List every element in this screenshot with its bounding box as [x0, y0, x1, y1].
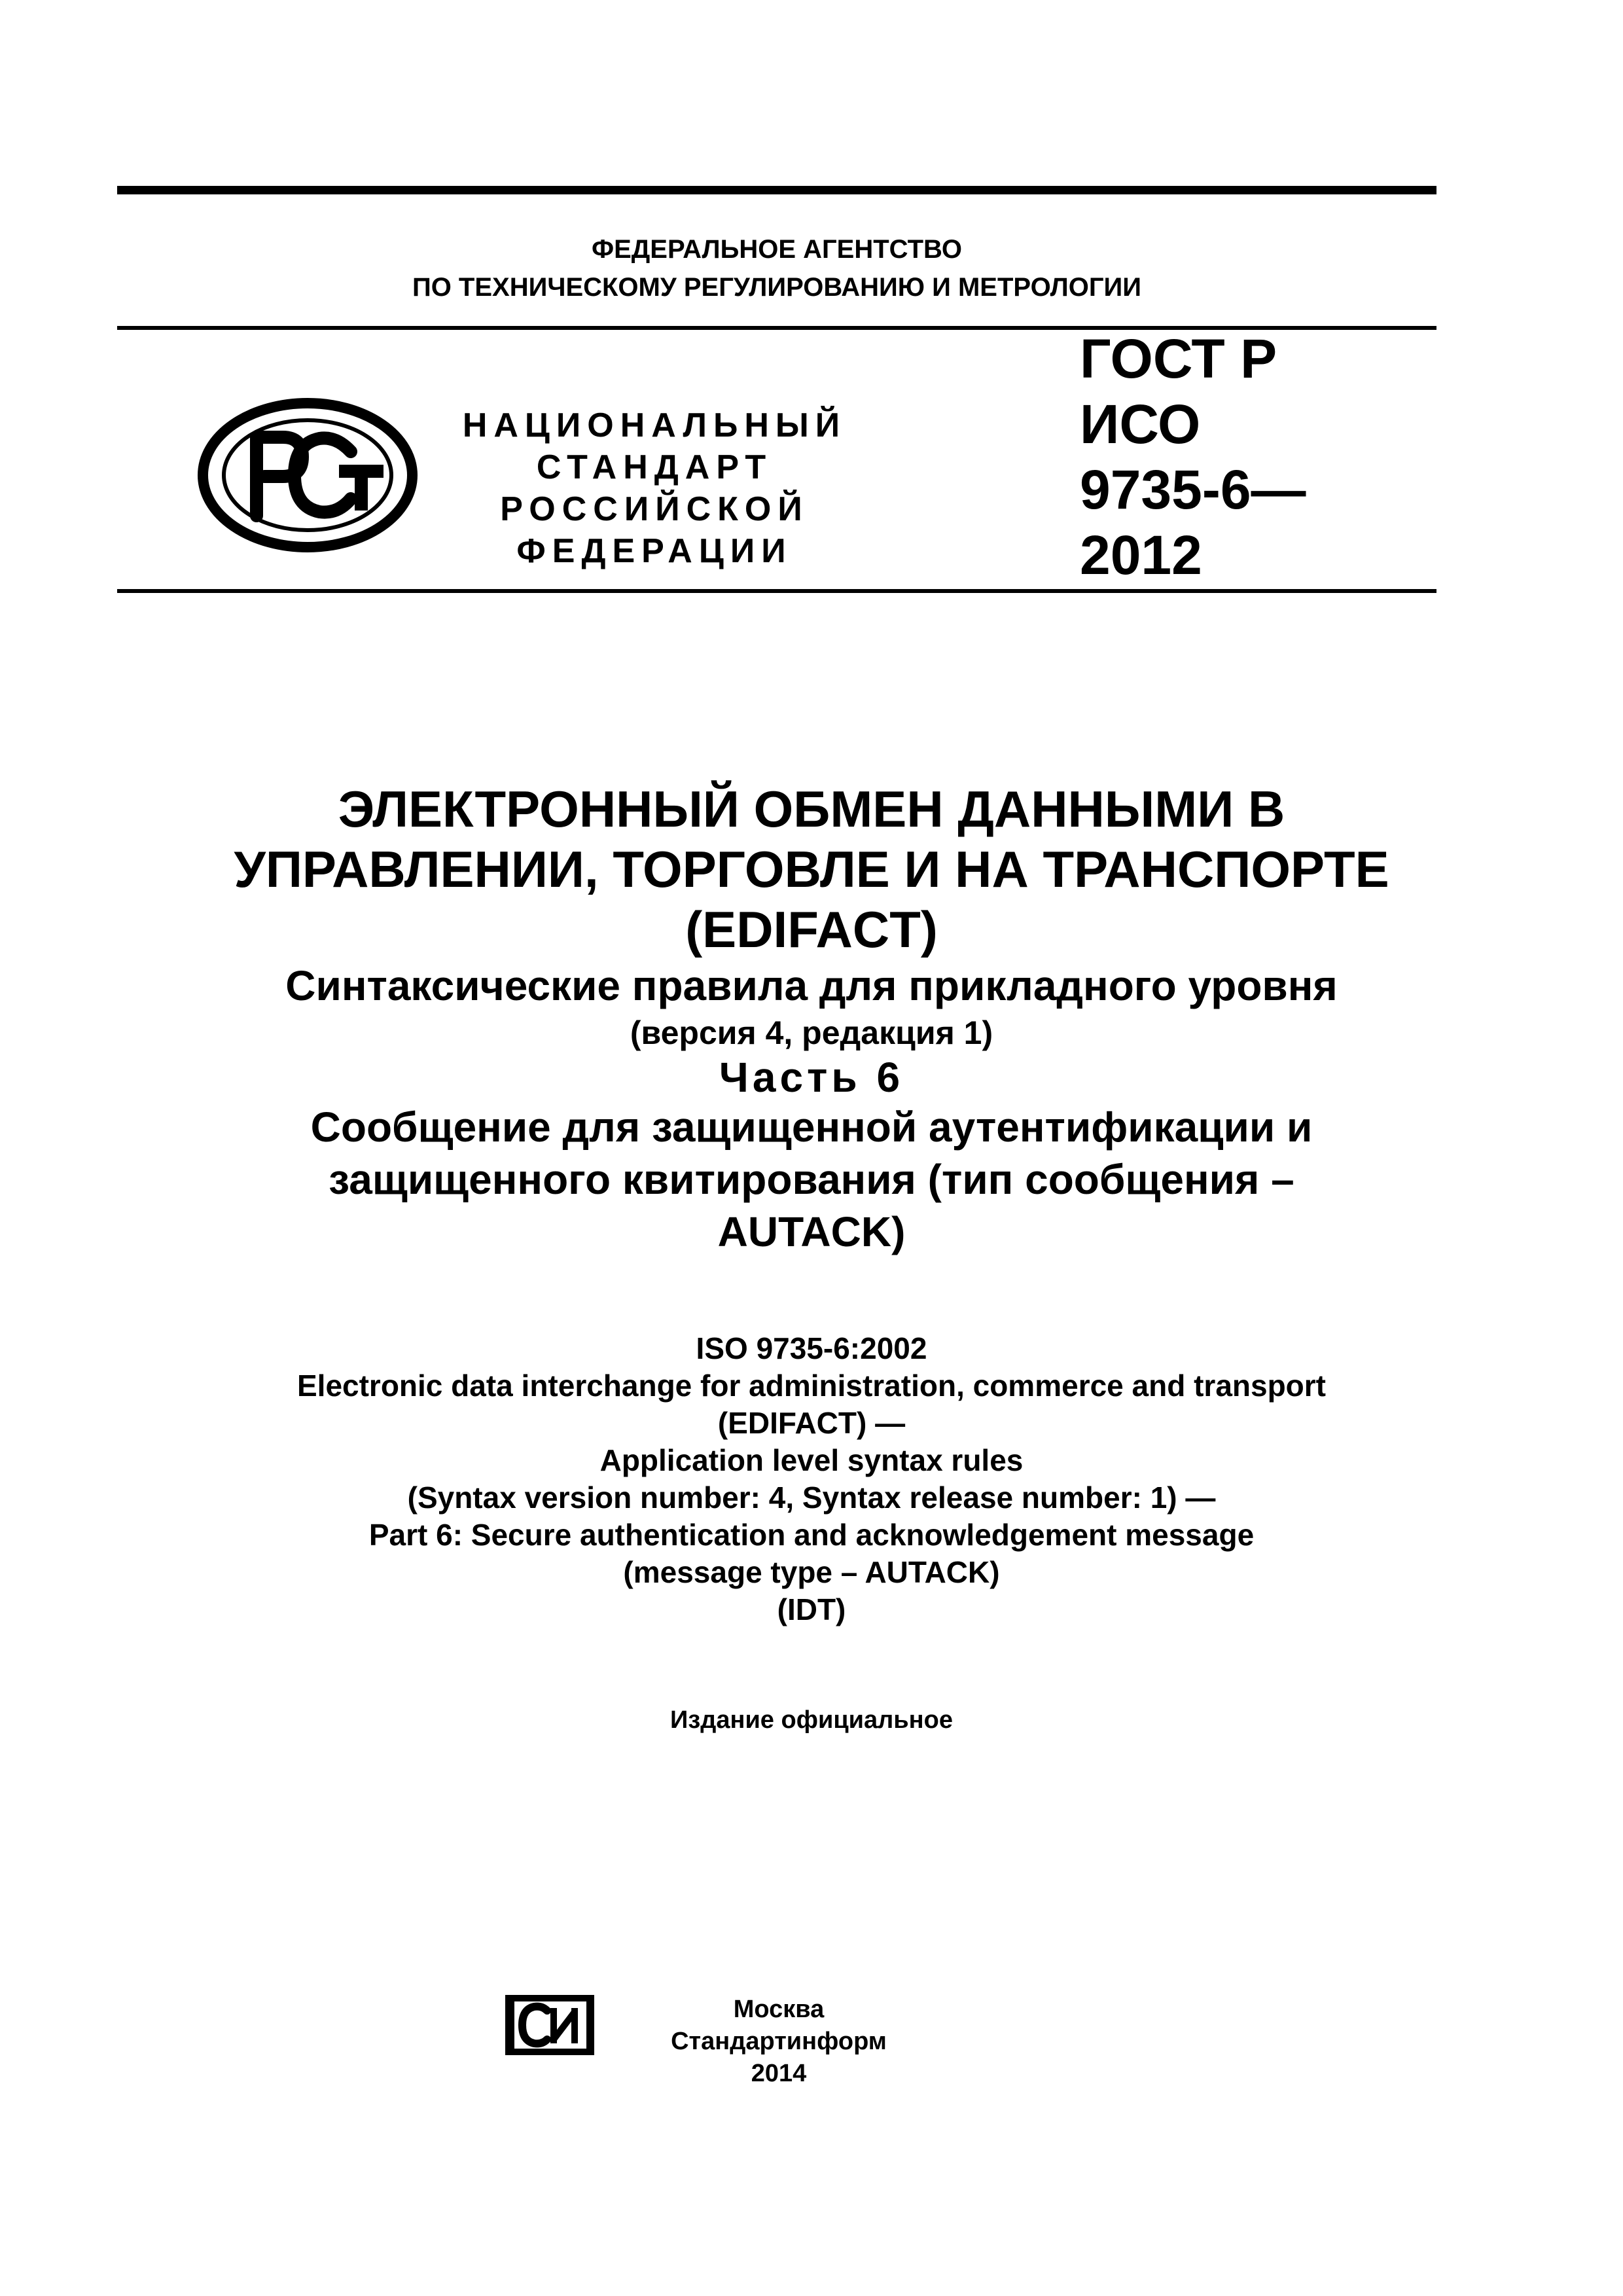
- national-standard-line-3: РОССИЙСКОЙ: [500, 490, 809, 528]
- subtitle: Синтаксические правила для прикладного уровня: [285, 962, 1338, 1009]
- national-standard-line-2: СТАНДАРТ: [536, 448, 773, 486]
- part-title-line-1: Сообщение для защищенной аутентификации и: [310, 1103, 1313, 1151]
- imprint: [615, 1994, 942, 2090]
- part-title-line-2: защищенного квитирования (тип сообщения –: [329, 1156, 1294, 1203]
- title-line-2: УПРАВЛЕНИИ, ТОРГОВЛЕ И НА ТРАНСПОРТЕ: [234, 840, 1389, 898]
- standard-designation-line-3: 9735-6—: [1080, 459, 1306, 520]
- iso-line-7: (message type – AUTACK): [623, 1555, 1000, 1589]
- standard-designation-line-1: ГОСТ Р: [1080, 328, 1277, 389]
- version-line: (версия 4, редакция 1): [630, 1014, 993, 1051]
- standard-designation-line-2: ИСО: [1080, 393, 1201, 455]
- imprint-publisher: Стандартинформ: [671, 2028, 887, 2055]
- header-band-bottom-rule: [117, 589, 1436, 593]
- iso-line-3: (EDIFACT) —: [717, 1406, 906, 1440]
- top-rule: [117, 186, 1436, 194]
- agency-line-2: ПО ТЕХНИЧЕСКОМУ РЕГУЛИРОВАНИЮ И МЕТРОЛОГИИ: [412, 273, 1142, 302]
- document-title-ru: [98, 779, 1525, 1258]
- standard-designation-line-4: 2012: [1080, 524, 1202, 586]
- imprint-city: Москва: [733, 1996, 825, 2023]
- title-line-1: ЭЛЕКТРОННЫЙ ОБМЕН ДАННЫМИ В: [338, 780, 1285, 838]
- standard-designation: [1080, 326, 1306, 588]
- part-title-line-3: AUTACK): [717, 1208, 906, 1255]
- national-standard-line-4: ФЕДЕРАЦИИ: [516, 532, 793, 570]
- national-standard-line-1: НАЦИОНАЛЬНЫЙ: [462, 406, 847, 444]
- iso-line-6: Part 6: Secure authentication and acknowledgement message: [368, 1518, 1255, 1552]
- iso-line-4: Application level syntax rules: [599, 1443, 1024, 1477]
- part-number: Часть 6: [719, 1054, 904, 1101]
- iso-line-1: ISO 9735-6:2002: [696, 1331, 927, 1365]
- iso-line-8: (IDT): [777, 1592, 846, 1626]
- iso-line-5: (Syntax version number: 4, Syntax release number: 1) —: [407, 1480, 1216, 1515]
- iso-line-2: Electronic data interchange for administration, commerce and transport: [296, 1369, 1327, 1403]
- document-title-en: [98, 1330, 1525, 1628]
- imprint-year: 2014: [751, 2060, 807, 2087]
- rst-certification-mark-icon: [196, 397, 419, 554]
- standartinform-logo-icon: [504, 1994, 596, 2056]
- national-standard-label: [419, 404, 890, 572]
- edition-label: Издание официальное: [670, 1706, 953, 1734]
- agency-header: [117, 230, 1436, 306]
- title-line-3: (EDIFACT): [685, 901, 938, 958]
- agency-line-1: ФЕДЕРАЛЬНОЕ АГЕНТСТВО: [591, 235, 963, 264]
